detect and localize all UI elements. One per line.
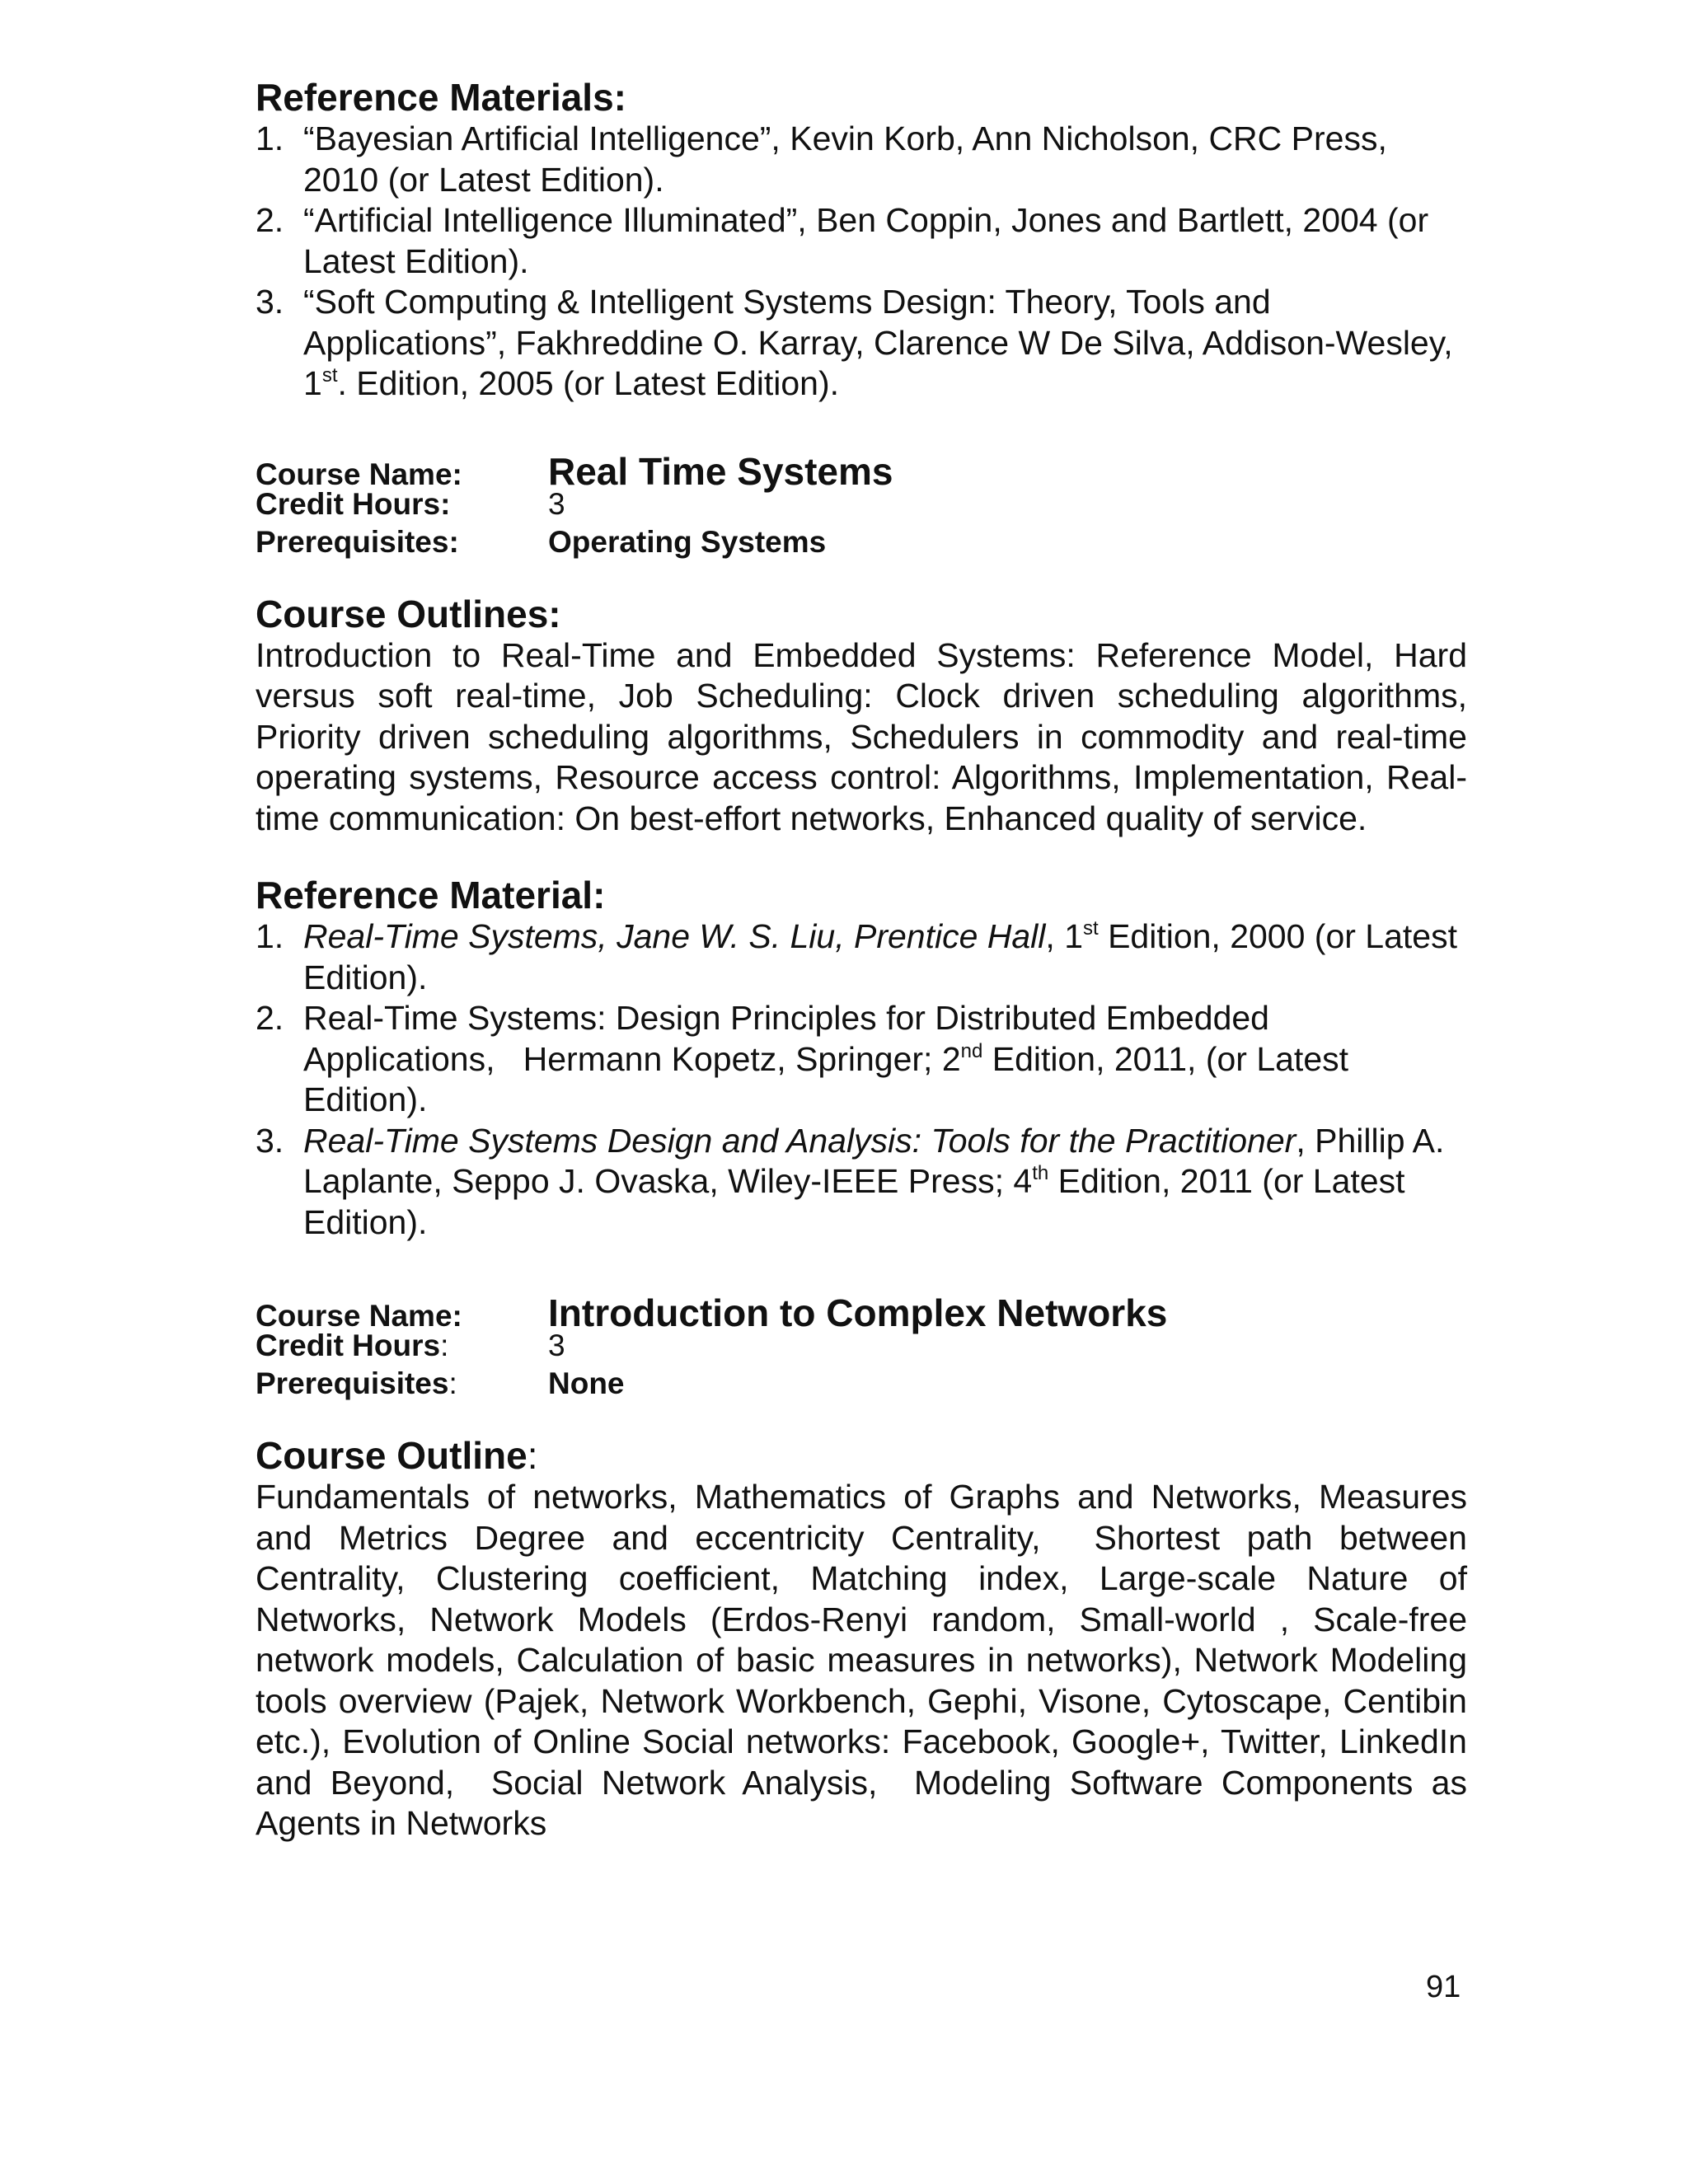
course-outlines-heading: Course Outlines: — [256, 592, 561, 635]
prerequisites-label: Prerequisites: — [256, 524, 459, 559]
course-outline-colon: : — [527, 1434, 538, 1477]
course-meta-real-time-systems — [256, 449, 1467, 563]
credit-hours-colon: : — [440, 1329, 449, 1362]
prerequisites-label: Prerequisites — [256, 1366, 449, 1400]
course-name-label: Course Name: — [256, 457, 462, 491]
course-meta-complex-networks — [256, 1291, 1467, 1404]
list-item — [256, 119, 1467, 200]
credit-hours-label: Credit Hours — [256, 1329, 441, 1362]
reference-material-list — [256, 916, 1467, 1243]
course-name-row — [256, 449, 1467, 493]
reference-material-heading: Reference Material: — [256, 874, 606, 916]
list-item-number: 2. — [256, 201, 284, 239]
credit-hours-value: 3 — [548, 1329, 565, 1362]
course-outline-text: Introduction to Real-Time and Embedded Systems: Reference Model, Hard versus soft real-time, Job Scheduling: Clock driven scheduling algorithms, Priority driven scheduling algorithms, Schedulers in commodity and real-time operating systems, Resource access control: Algorithms, Implementation, Real-time communication: On best-effort networks, Enhanced quality of service. — [256, 635, 1467, 837]
course-outline-heading-wrap — [256, 1434, 1467, 1477]
credit-hours-value: 3 — [548, 486, 565, 521]
reference-materials-heading: Reference Materials: — [256, 76, 626, 119]
prerequisites-label-wrap — [256, 1366, 548, 1401]
list-item-number: 1. — [256, 917, 284, 955]
list-item-text: “Bayesian Artificial Intelligence”, Kevin Korb, Ann Nicholson, CRC Press, 2010 (or Latest Edition). — [303, 120, 1387, 199]
list-item-number: 3. — [256, 283, 284, 321]
list-item-text: “Soft Computing & Intelligent Systems Design: Theory, Tools and Applications”, Fakhreddine O. Karray, Clarence W De Silva, Addison-Wesley, 1 — [303, 283, 1453, 402]
page-number: 91 — [1426, 1970, 1461, 2004]
course-name-row — [256, 1291, 1467, 1334]
superscript: th — [1032, 1162, 1049, 1184]
list-item — [256, 916, 1467, 998]
course-name: Real Time Systems — [548, 449, 893, 493]
page-content — [256, 76, 1477, 1844]
prerequisites-value: None — [548, 1366, 625, 1400]
list-item — [256, 200, 1467, 282]
list-item-text: Real-Time Systems: Design Principles for Distributed Embedded Applications, Hermann Kopetz, Springer; 2 — [303, 999, 1278, 1078]
list-item — [256, 998, 1467, 1121]
list-item-text: “Artificial Intelligence Illuminated”, Ben Coppin, Jones and Bartlett, 2004 (or Latest Edition). — [303, 201, 1429, 280]
list-item-text: . Edition, 2005 (or Latest Edition). — [337, 364, 839, 402]
list-item-number: 2. — [256, 999, 284, 1037]
list-item — [256, 1121, 1467, 1244]
prerequisites-value: Operating Systems — [548, 524, 827, 559]
credit-hours-label-wrap — [256, 1329, 548, 1363]
reference-materials-list — [256, 119, 1467, 405]
list-item — [256, 282, 1467, 405]
course-name-label: Course Name: — [256, 1299, 462, 1333]
list-item-title: Real-Time Systems Design and Analysis: Tools for the Practitioner — [303, 1121, 1296, 1160]
superscript: nd — [960, 1039, 983, 1062]
superscript: st — [1083, 917, 1099, 940]
list-item-number: 3. — [256, 1121, 284, 1160]
superscript: st — [321, 364, 338, 387]
credit-hours-label: Credit Hours: — [256, 486, 451, 521]
list-item-text: Edition, 2011, (or Latest Edition). — [303, 1039, 1349, 1118]
list-item-title: Real-Time Systems, Jane W. S. Liu, Prentice Hall — [303, 917, 1046, 955]
list-item-text: , 1 — [1045, 917, 1083, 955]
course-outline-text: Fundamentals of networks, Mathematics of Graphs and Networks, Measures and Metrics Degree and eccentricity Centrality, Shortest path between Centrality, Clustering coefficient, Matching index, Large-scale Nature of Networks, Network Models (Erdos-Renyi random, Small-world , Scale-free network models, Calculation of basic measures in networks), Network Modeling tools overview (Pajek, Network Workbench, Gephi, Visone, Cytoscape, Centibin etc.), Evolution of Online Social networks: Facebook, Google+, Twitter, LinkedIn and Beyond, Social Network Analysis, Modeling Software Components as Agents in Networks — [256, 1478, 1477, 1842]
prerequisites-colon: : — [448, 1366, 457, 1400]
prerequisites-row — [256, 525, 1467, 563]
prerequisites-row — [256, 1366, 1467, 1404]
list-item-number: 1. — [256, 120, 284, 157]
course-name: Introduction to Complex Networks — [548, 1291, 1168, 1334]
course-outline-heading: Course Outline — [256, 1434, 528, 1477]
list-item-text: Edition, 2000 (or Latest Edition). — [303, 917, 1457, 996]
list-item-text: , Phillip A. Laplante, Seppo J. Ovaska, Wiley-IEEE Press; 4 — [303, 1121, 1445, 1200]
list-item-text: Edition, 2011 (or Latest Edition). — [303, 1162, 1405, 1241]
